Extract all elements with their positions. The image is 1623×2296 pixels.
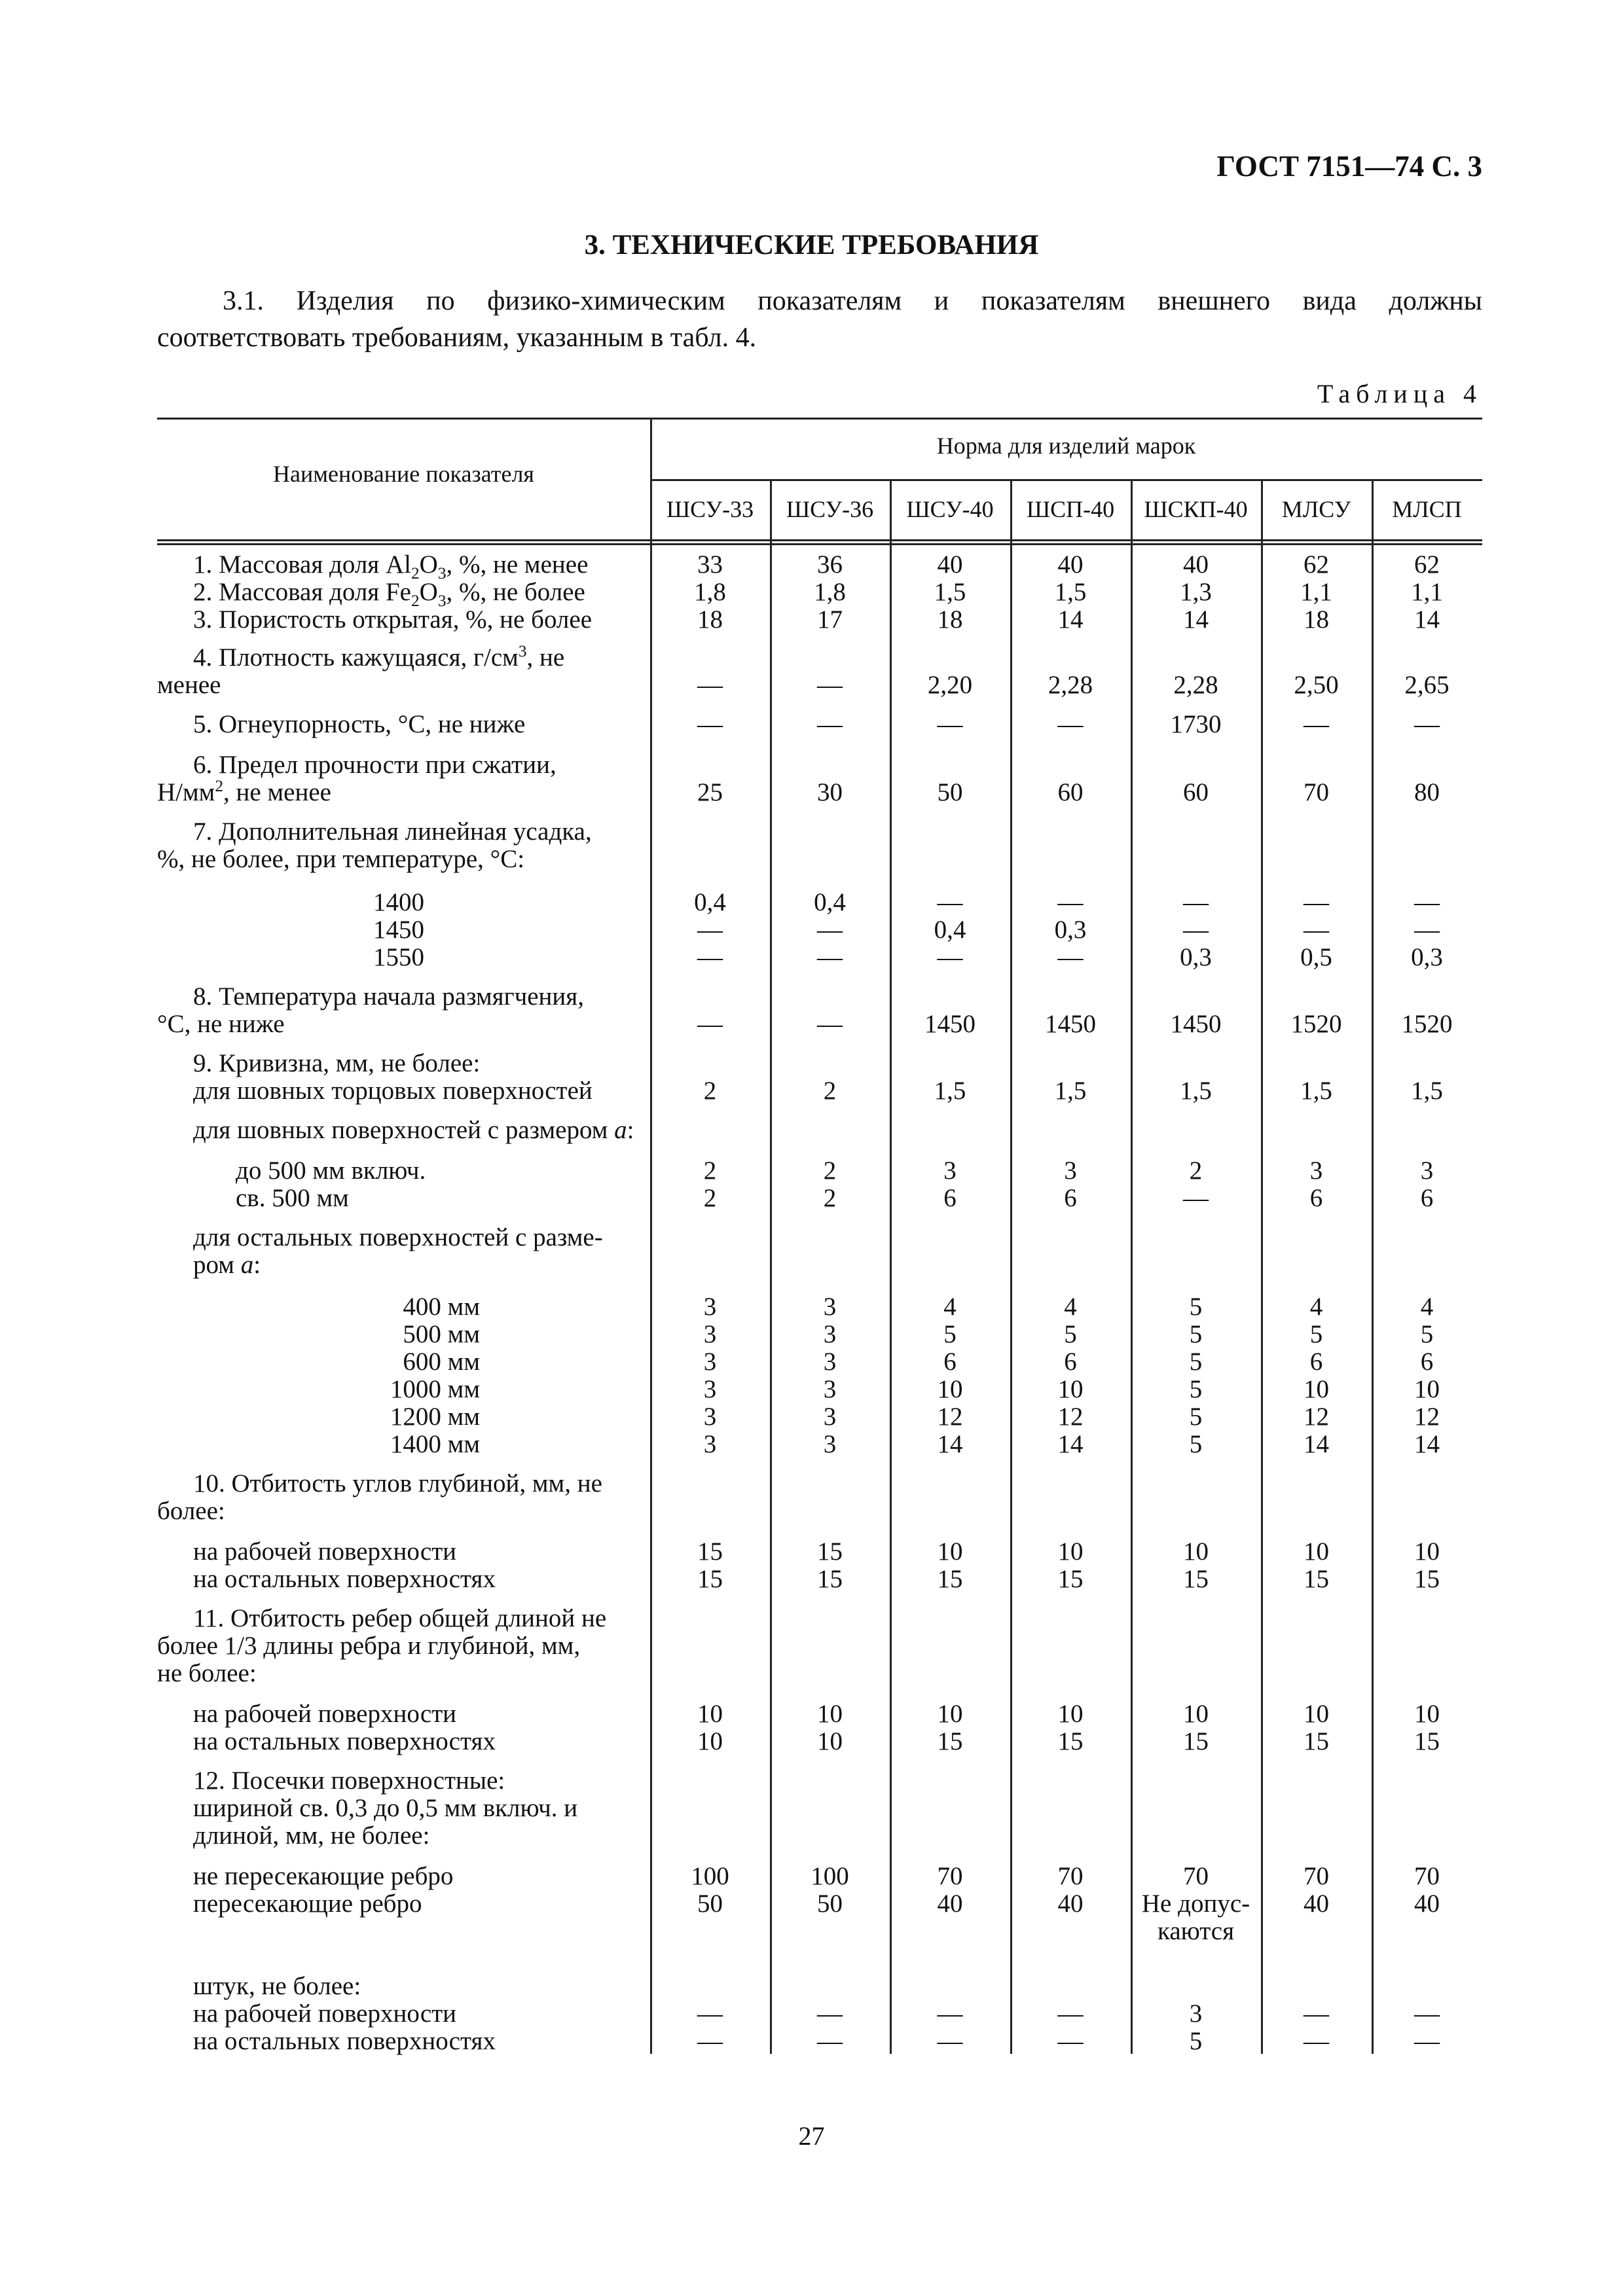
table-cell: 5 (1189, 2027, 1203, 2055)
table-cell: 5 (1189, 1320, 1203, 1348)
table-cell: 70 (1304, 778, 1329, 806)
table-cell: 15 (1057, 1727, 1084, 1755)
table-cell: — (1183, 888, 1209, 916)
table-cell: — (1414, 2027, 1440, 2055)
table-cell: 6 (943, 1348, 957, 1376)
group-header: Норма для изделий марок (936, 433, 1196, 459)
table-cell: 2,20 (927, 671, 973, 699)
table-cell: 0,4 (814, 888, 846, 916)
col-header-shsu-40: ШСУ-40 (906, 496, 994, 522)
table-cell: 10 (937, 1375, 963, 1403)
table-cell: 2 (823, 1184, 837, 1212)
col-header-shskp-40: ШСКП-40 (1144, 496, 1248, 522)
table-cell: 80 (1414, 778, 1440, 806)
table-cell: — (1057, 2027, 1084, 2055)
table-cell: 18 (1304, 605, 1329, 634)
table-cell: 12 (1414, 1403, 1440, 1431)
table-cell: 1,5 (1300, 1077, 1332, 1105)
table-cell: — (1304, 710, 1329, 738)
row-label: 7. Дополнительная линейная усадка, %, не более, при температуре, °С: (157, 817, 592, 873)
table-cell: 40 (1057, 1890, 1084, 1918)
table-cell: 2,28 (1048, 671, 1093, 699)
col-header-shsu-36: ШСУ-36 (786, 496, 874, 522)
table-cell: — (697, 2027, 723, 2055)
table-cell: 3 (823, 1320, 837, 1348)
table-cell: 2,28 (1173, 671, 1218, 699)
table-cell: — (697, 943, 723, 971)
table-cell: 40 (1183, 550, 1209, 579)
table-cell: 40 (1057, 550, 1084, 579)
table-cell: 14 (1057, 605, 1084, 634)
table-cell: 6 (943, 1184, 957, 1212)
table-cell: 70 (937, 1862, 963, 1890)
table-cell: 1,1 (1300, 578, 1332, 606)
table-cell: 6 (1064, 1348, 1077, 1376)
table-cell: — (1183, 916, 1209, 944)
group-header-rule (650, 479, 1482, 481)
table-cell: 40 (937, 550, 963, 579)
section-title: 3. ТЕХНИЧЕСКИЕ ТРЕБОВАНИЯ (584, 230, 1039, 260)
row-label: 9. Кривизна, мм, не более: для шовных торцовых поверхностей (193, 1049, 593, 1105)
table-cell: 1520 (1290, 1010, 1342, 1038)
table-cell: Не допус- (1141, 1890, 1250, 1918)
table-cell: 1,5 (1411, 1077, 1443, 1105)
col-header-shsu-33: ШСУ-33 (666, 496, 754, 522)
table-cell: 62 (1304, 550, 1329, 579)
table-cell: 3 (1064, 1157, 1077, 1185)
table-cell: 15 (817, 1537, 843, 1566)
table-cell: 1,1 (1411, 578, 1443, 606)
table-cell: 3 (1420, 1157, 1434, 1185)
table-cell: 30 (817, 778, 843, 806)
table-cell: 15 (1183, 1565, 1209, 1593)
table-cell: 5 (943, 1320, 957, 1348)
table-cell: 6 (1420, 1348, 1434, 1376)
table-cell: 100 (811, 1862, 849, 1890)
table-cell: 3 (703, 1293, 717, 1321)
table-cell: — (1057, 943, 1084, 971)
table-cell: — (1414, 710, 1440, 738)
table-cell: 2 (823, 1077, 837, 1105)
table-cell: 2 (703, 1157, 717, 1185)
table-cell: 14 (1183, 605, 1209, 634)
table-cell: 2 (823, 1157, 837, 1185)
table-cell: 6 (1420, 1184, 1434, 1212)
table-cell: 15 (1414, 1565, 1440, 1593)
col-divider-0 (650, 418, 652, 2054)
table-cell: 10 (1057, 1700, 1084, 1728)
table-cell: 1,8 (814, 578, 846, 606)
intro-paragraph (157, 283, 1482, 356)
table-cell: — (817, 710, 843, 738)
table-cell: 1450 (1170, 1010, 1222, 1038)
table-cell: — (1057, 888, 1084, 916)
table-cell: 14 (1414, 605, 1440, 634)
table-cell: 15 (1304, 1727, 1329, 1755)
table-cell: — (1304, 888, 1329, 916)
table-cell: 3 (823, 1430, 837, 1458)
table-cell: 18 (937, 605, 963, 634)
table-cell: 15 (697, 1565, 723, 1593)
table-cell: 100 (691, 1862, 729, 1890)
table-cell: 10 (1414, 1537, 1440, 1566)
table-cell: 15 (937, 1565, 963, 1593)
table-cell: 15 (1414, 1727, 1440, 1755)
table-cell: 3 (823, 1375, 837, 1403)
header-bottom-rule (157, 539, 1482, 541)
table-cell: 50 (697, 1890, 723, 1918)
table-cell: 0,3 (1411, 943, 1443, 971)
table-cell: 10 (1183, 1537, 1209, 1566)
table-cell: 6 (1309, 1184, 1323, 1212)
table-cell: — (1183, 1184, 1209, 1212)
table-cell: 0,3 (1054, 916, 1087, 944)
table-cell: 40 (1304, 1890, 1329, 1918)
table-cell: — (697, 916, 723, 944)
table-cell: 1,5 (1054, 1077, 1087, 1105)
table-cell: 5 (1189, 1403, 1203, 1431)
table-cell: 18 (697, 605, 723, 634)
table-cell: 5 (1064, 1320, 1077, 1348)
table-cell-extra: каются (1157, 1917, 1235, 1945)
table-cell: 3 (823, 1403, 837, 1431)
table-cell: 50 (937, 778, 963, 806)
col-header-mlsp: МЛСП (1392, 496, 1462, 522)
table-cell: 1,5 (934, 578, 966, 606)
table-cell: 1730 (1170, 710, 1222, 738)
table-cell: 10 (1304, 1375, 1329, 1403)
row-label: 5. Огнеупорность, °С, не ниже (193, 710, 526, 738)
table-cell: 15 (937, 1727, 963, 1755)
table-cell: 5 (1189, 1348, 1203, 1376)
row-label: 6. Предел прочности при сжатии, $Н/мм^2$, не менее (157, 751, 556, 806)
col-header-name: Наименование показателя (273, 461, 534, 487)
table-cell: 10 (1183, 1700, 1209, 1728)
table-cell: 5 (1420, 1320, 1434, 1348)
table-cell: 6 (1064, 1184, 1077, 1212)
table-cell: 4 (1064, 1293, 1077, 1321)
table-cell: 15 (817, 1565, 843, 1593)
table-cell: 62 (1414, 550, 1440, 579)
table-cell: 4 (1420, 1293, 1434, 1321)
table-cell: 3 (1309, 1157, 1323, 1185)
table-cell: 10 (1304, 1700, 1329, 1728)
table-cell: 10 (1304, 1537, 1329, 1566)
table-cell: 50 (817, 1890, 843, 1918)
table-cell: — (937, 2000, 963, 2028)
table-cell: 4 (943, 1293, 957, 1321)
table-cell: 17 (817, 605, 843, 634)
table-cell: 14 (1304, 1430, 1329, 1458)
table-cell: 40 (937, 1890, 963, 1918)
row-label: 11. Отбитость ребер общей длиной не более 1/3 длины ребра и глубиной, мм, не более: (157, 1604, 607, 1687)
row-label: 10. Отбитость углов глубиной, мм, не более: (157, 1469, 602, 1525)
table-cell: 5 (1189, 1375, 1203, 1403)
table-cell: 3 (703, 1430, 717, 1458)
table-caption: Таблица 4 (1317, 379, 1482, 408)
table-cell: 10 (1414, 1700, 1440, 1728)
table-cell: — (1057, 2000, 1084, 2028)
table-cell: 1,5 (1180, 1077, 1212, 1105)
table-cell: 0,3 (1180, 943, 1212, 971)
table-cell: — (1304, 916, 1329, 944)
table-cell: 2 (703, 1184, 717, 1212)
table-cell: 10 (697, 1727, 723, 1755)
table-cell: 15 (697, 1537, 723, 1566)
table-cell: 3 (823, 1348, 837, 1376)
header-bottom-rule-2 (157, 543, 1482, 545)
table-cell: 70 (1057, 1862, 1084, 1890)
table-cell: — (817, 943, 843, 971)
table-cell: 10 (937, 1700, 963, 1728)
table-cell: 15 (1304, 1565, 1329, 1593)
table-cell: — (937, 943, 963, 971)
table-cell: 12 (937, 1403, 963, 1431)
table-cell: 15 (1183, 1727, 1209, 1755)
table-cell: 1450 (1045, 1010, 1096, 1038)
page-number: 27 (798, 2121, 825, 2151)
table-cell: 5 (1189, 1430, 1203, 1458)
table-cell: 60 (1183, 778, 1209, 806)
table-cell: 60 (1057, 778, 1084, 806)
table-cell: 10 (937, 1537, 963, 1566)
row-label: 4. Плотность кажущаяся, $г/см^3$, не менее (157, 642, 565, 699)
intro-line-2: соответствовать требованиям, указанным в табл. 4. (157, 323, 757, 353)
table-cell: — (697, 671, 723, 699)
table-cell: 36 (817, 550, 843, 579)
table-cell: 10 (817, 1727, 843, 1755)
table-cell: 0,5 (1300, 943, 1332, 971)
table-cell: — (937, 2027, 963, 2055)
table-cell: — (1304, 2000, 1329, 2028)
table-cell: — (697, 1010, 723, 1038)
page-header: ГОСТ 7151—74 С. 3 (1216, 150, 1482, 183)
table-cell: 10 (817, 1700, 843, 1728)
row-label: 8. Температура начала размягчения, °С, не ниже (157, 982, 584, 1038)
table-cell: — (937, 888, 963, 916)
table-cell: 1,5 (934, 1077, 966, 1105)
table-cell: 0,4 (694, 888, 726, 916)
table-cell: 6 (1309, 1348, 1323, 1376)
table-cell: 0,4 (934, 916, 966, 944)
table-cell: 5 (1189, 1293, 1203, 1321)
table-cell: — (817, 2027, 843, 2055)
table-cell: 33 (697, 550, 723, 579)
intro-line-1: 3.1. Изделия по физико-химическим показателям и показателям внешнего вида должны (223, 286, 1482, 316)
table-cell: 70 (1304, 1862, 1329, 1890)
table-cell: 3 (703, 1375, 717, 1403)
table-cell: 1450 (924, 1010, 976, 1038)
table-cell: 14 (1057, 1430, 1084, 1458)
table-cell: 10 (1057, 1375, 1084, 1403)
table-cell: 2,50 (1294, 671, 1339, 699)
row-label: 1. Массовая доля $Al_2O_3$, %, не менее (193, 550, 589, 583)
table-cell: — (1414, 888, 1440, 916)
table-cell: — (697, 710, 723, 738)
table-cell: 15 (1057, 1565, 1084, 1593)
table-cell: — (817, 1010, 843, 1038)
table-cell: 4 (1309, 1293, 1323, 1321)
table-cell: — (1414, 2000, 1440, 2028)
table-cell: 1520 (1401, 1010, 1453, 1038)
table-cell: — (697, 2000, 723, 2028)
table-cell: — (817, 2000, 843, 2028)
table-cell: — (1057, 710, 1084, 738)
table-cell: 10 (697, 1700, 723, 1728)
table-cell: 1,3 (1180, 578, 1212, 606)
col-header-mlsu: МЛСУ (1281, 496, 1351, 522)
table-cell: 70 (1183, 1862, 1209, 1890)
table-cell: 3 (703, 1348, 717, 1376)
table-cell: 25 (697, 778, 723, 806)
table-cell: 3 (823, 1293, 837, 1321)
table-cell: 10 (1414, 1375, 1440, 1403)
table-cell: 1,8 (694, 578, 726, 606)
table-cell: 3 (943, 1157, 957, 1185)
table-cell: — (937, 710, 963, 738)
table-cell: 1,5 (1054, 578, 1087, 606)
table-top-rule (157, 418, 1482, 420)
row-label: 2. Массовая доля $Fe_2O_3$, %, не более (193, 578, 585, 610)
table-cell: 14 (937, 1430, 963, 1458)
table-cell: 3 (703, 1403, 717, 1431)
table-cell: 3 (703, 1320, 717, 1348)
table-cell: 12 (1304, 1403, 1329, 1431)
table-cell: 3 (1189, 2000, 1203, 2028)
row-label: 12. Посечки поверхностные: шириной св. 0,3 до 0,5 мм включ. и длиной, мм, не более: (193, 1767, 578, 1850)
table-cell: — (1414, 916, 1440, 944)
col-header-shsp-40: ШСП-40 (1026, 496, 1115, 522)
table-cell: — (1304, 2027, 1329, 2055)
table-cell: 14 (1414, 1430, 1440, 1458)
table-cell: 40 (1414, 1890, 1440, 1918)
table-cell: 12 (1057, 1403, 1084, 1431)
table-cell: — (817, 916, 843, 944)
table-cell: 2 (1189, 1157, 1203, 1185)
table-cell: 10 (1057, 1537, 1084, 1566)
table-cell: 70 (1414, 1862, 1440, 1890)
row-label: 3. Пористость открытая, %, не более (193, 605, 593, 634)
table-cell: 2,65 (1404, 671, 1450, 699)
table-cell: — (817, 671, 843, 699)
table-cell: 2 (703, 1077, 717, 1105)
table-cell: 5 (1309, 1320, 1323, 1348)
